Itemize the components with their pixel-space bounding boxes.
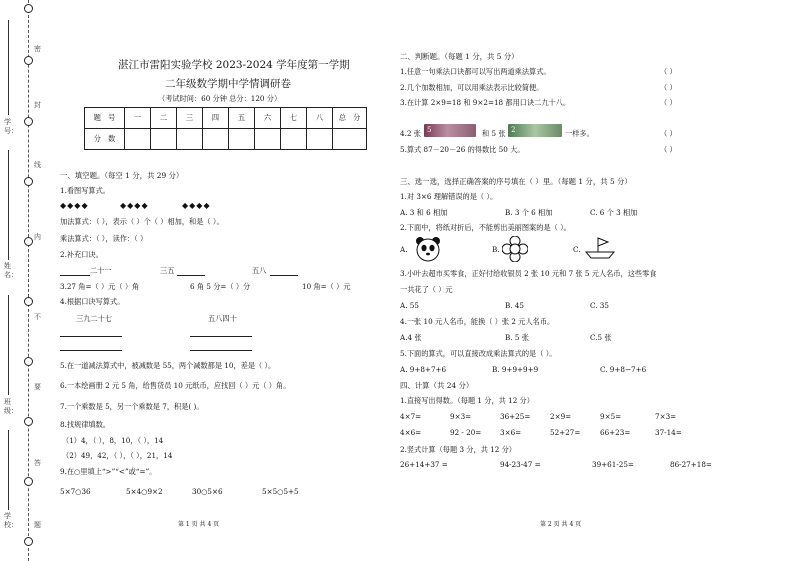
vertical-calc-item: 26+14+37 = [400,460,448,469]
panda-icon [414,236,442,262]
score-cell: 五 [229,108,255,129]
rhyme-item: 二十一 [90,266,112,275]
diamond-group: ◆◆◆◆ [60,201,89,210]
binding-hole [24,237,33,246]
score-cell: 一 [125,108,151,129]
calc-item: 4×7= [400,412,422,421]
score-cell: 二 [151,108,177,129]
choice-q3-line1: 3.小叶去超市买零食，正好付给收银员 2 张 10 元和 7 张 5 元人名币，这些零食 [400,269,657,278]
judge-paren[interactable]: （ ） [660,67,677,76]
q4-label: 4.根据口诀写算式。 [60,297,125,306]
choice-option[interactable]: A. 9+8+7+6 [400,365,447,374]
judge-item-3: 3.在计算 2×9=18 和 9×2=18 都用口诀二九十八。 [400,98,571,107]
binding-hole [24,117,33,126]
q6-text: 6.一本绘画册 2 元 5 角，给售货员 10 元纸币，应找回（ ）元（ ）角。 [60,381,291,390]
score-input-cell[interactable] [307,129,333,150]
note-value: 2 [511,126,516,134]
q5-text: 5.在一道减法算式中，被减数是 55，两个减数都是 10，差是（ ）。 [60,361,276,370]
side-fill-line [8,20,9,115]
judge-item-2: 2.几个加数相加，可以用乘法表示比较简便。 [400,83,544,92]
choice-option[interactable]: B. 5 张 [505,333,529,342]
score-input-cell[interactable] [177,129,203,150]
answer-blank[interactable] [60,275,90,276]
score-input-cell[interactable] [255,129,281,150]
score-table-header-row [85,108,367,129]
section3-heading: 三、选一选，选择正确答案的序号填在（ ）里。（每题 1 分，共 5 分） [400,177,632,186]
q3-part-a: 3.27 角=（ ）元（ ）角 [60,282,140,291]
margin-char: 不 [34,313,41,321]
choice-option[interactable]: A.4 张 [400,333,422,342]
judge-paren[interactable]: （ ） [660,145,677,154]
choice-option[interactable]: B. 9+9+9+9 [492,365,539,374]
choice-option[interactable]: B. 45 [505,301,524,310]
margin-char: 内 [34,233,41,241]
calc-item: 36+25= [500,412,531,421]
choice-option[interactable]: C. 6 个 3 相加 [590,208,638,217]
margin-char: 要 [34,383,41,391]
choice-option[interactable]: A. 3 和 6 相加 [400,208,448,217]
score-input-cell[interactable] [229,129,255,150]
calc-item: 4×6= [400,428,422,437]
calc-item: 3×6= [500,428,522,437]
score-cell: 六 [255,108,281,129]
diamond-group: ◆◆◆◆ [182,201,211,210]
judge-item-5: 5.算式 87－20－26 的得数比 50 大。 [400,145,525,154]
calc-q1-label: 1.直接写出得数。（每题 1 分，共 12 分） [400,396,534,405]
score-cell: 总 分 [333,108,367,129]
calc-q2-label: 2.竖式计算（每题 3 分，共 12 分） [400,445,516,454]
score-input-cell[interactable] [151,129,177,150]
q8-sequence-b: （2）49，42，（ ），（ ），21，14 [62,451,173,460]
section4-heading: 四、计算（共 24 分） [400,381,474,390]
section1-heading: 一、填空题。（每空 1 分，共 29 分） [60,171,184,180]
score-input-cell[interactable] [125,129,151,150]
judge-paren[interactable]: （ ） [660,83,677,92]
five-yuan-note-image [424,124,476,137]
judge-item-4-part1: 4.2 张 [400,129,421,138]
binding-hole [24,56,33,65]
judge-paren[interactable]: （ ） [660,98,677,107]
choice-option[interactable]: A. 55 [400,301,419,310]
choice-option[interactable]: B. [492,245,500,254]
choice-option[interactable]: B. 3 个 6 相加 [505,208,553,217]
margin-char: 封 [34,101,41,109]
margin-char: 密 [34,45,41,53]
q1-add-text: 加法算式：（ ），表示（ ）个（ ）相加，和是（ ）。 [60,217,224,226]
q2-label: 2.补充口诀。 [60,250,103,259]
choice-option[interactable]: C. [573,245,581,254]
score-input-cell[interactable] [203,129,229,150]
exam-info: （考试时间：60 分钟 总分：120 分） [158,94,282,103]
answer-blank[interactable] [270,275,298,276]
compare-item: 5×7○36 [60,487,91,496]
q9-label: 9.在○里填上“>”“<”或“=”。 [60,467,157,476]
q4-rhyme: 三九二十七 [76,314,112,323]
score-input-cell[interactable] [281,129,307,150]
choice-option[interactable]: C. 35 [590,301,609,310]
page-footer-2: 第 2 页 共 4 页 [540,521,582,528]
binding-hole [24,177,33,186]
binding-hole [24,357,33,366]
section2-heading: 二、判断题。（每题 1 分，共 5 分） [400,52,519,61]
score-cell: 题 号 [85,108,125,129]
answer-line[interactable] [190,336,252,337]
binding-hole [24,477,33,486]
answer-blank[interactable] [177,275,205,276]
vertical-calc-item: 94-23-47 = [500,460,541,469]
judge-item-1: 1.任意一句乘法口诀都可以写出两道乘法算式。 [400,67,551,76]
binding-hole [24,537,33,546]
answer-line[interactable] [60,350,122,351]
calc-item: 9×3= [450,412,472,421]
compare-item: 5×4○9×2 [126,487,163,496]
answer-line[interactable] [60,336,122,337]
calc-item: 52+27= [550,428,581,437]
score-cell: 三 [177,108,203,129]
q4-rhyme: 五八四十 [208,314,237,323]
score-table-score-row [85,129,367,150]
binding-hole [24,4,33,13]
q7-text: 7.一个乘数是 5，另一个乘数是 7，积是( )。 [60,402,204,411]
margin-char: 答 [34,459,41,467]
vertical-calc-item: 39+61-25= [592,460,634,469]
class-label: 班级： [4,398,18,415]
exam-subtitle: 二年级数学期中学情调研卷 [165,78,291,90]
binding-hole [24,417,33,426]
q3-part-b: 6 角 5 分=（ ）分 [190,282,251,291]
judge-item-4-part2: 和 5 张 [482,129,506,138]
q1-label: 1.看图写算式。 [60,186,110,195]
score-cell: 四 [203,108,229,129]
name-label: 姓名： [4,262,18,279]
two-yuan-note-image [508,124,562,137]
rhyme-item: 五八 [252,266,267,275]
q8-label: 8.找规律填数。 [60,420,110,429]
choice-option[interactable]: A. [400,245,408,254]
judge-paren[interactable]: （ ） [660,129,677,138]
sailboat-icon [584,236,616,260]
note-value: 5 [427,126,432,134]
choice-q1: 1.对 3×6 理解错误的是（ ）。 [400,192,498,201]
side-fill-line [8,430,9,510]
choice-q4: 4.一张 10 元人名币，能换（ ）张 2 元人名币。 [400,317,555,326]
vertical-calc-item: 86-27+18= [670,460,712,469]
choice-q3-line2: 一共花了（ ）元 [400,285,453,294]
flower-icon [502,236,528,262]
compare-item: 5×5○5+5 [262,487,299,496]
q3-part-c: 10 角=（ ）元 [302,282,351,291]
calc-item: 37-14= [655,428,682,437]
student-id-label: 学号： [4,118,18,135]
choice-option[interactable]: C.5 张 [590,333,612,342]
side-fill-line [8,295,9,395]
q1-mul-text: 乘法算式：（ ），读作：（ ） [60,234,148,243]
rhyme-item: 三五 [160,266,175,275]
score-row-label: 分 数 [85,129,125,150]
score-cell: 八 [307,108,333,129]
compare-item: 30○5×6 [192,487,223,496]
margin-char: 线 [34,161,41,169]
margin-char: 题 [34,521,41,529]
calc-item: 66+23= [600,428,631,437]
score-input-cell[interactable] [333,129,367,150]
score-cell: 七 [281,108,307,129]
choice-q2: 2.下面中，将纸对折后，不能剪出美丽图案的是（ ）。 [400,223,571,232]
exam-title: 湛江市雷阳实验学校 2023-2024 学年度第一学期 [118,59,350,71]
calc-item: 7×3= [655,412,677,421]
q8-sequence-a: （1）4，（ ），8，10，（ ），14 [62,436,164,445]
page-footer-1: 第 1 页 共 4 页 [178,521,220,528]
choice-option[interactable]: C. 9+8−7+6 [600,365,647,374]
judge-item-4-part3: 一样多。 [565,129,594,138]
binding-hole [24,297,33,306]
calc-item: 92 - 20= [450,428,482,437]
choice-q5: 5.下面的算式，可以直接改成乘法算式的是（ ）。 [400,349,557,358]
side-fill-line [8,150,9,260]
calc-item: 2×9= [550,412,572,421]
school-label: 学校： [4,512,18,529]
answer-line[interactable] [190,350,252,351]
diamond-group: ◆◆◆◆ [120,201,149,210]
score-table [84,107,367,150]
calc-item: 9×5= [600,412,622,421]
